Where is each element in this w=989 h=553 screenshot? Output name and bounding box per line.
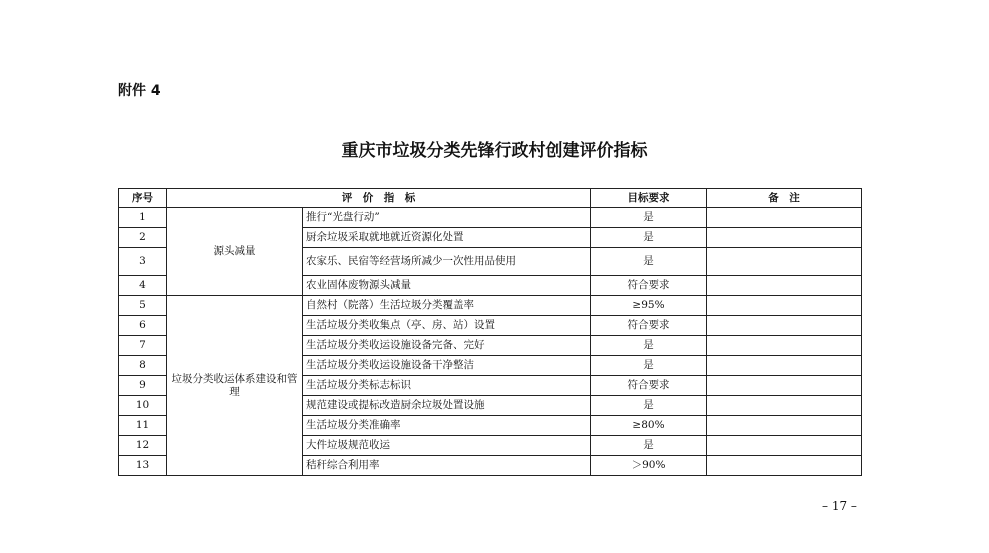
row-remark: [707, 296, 862, 316]
row-remark: [707, 336, 862, 356]
row-seq: 13: [119, 456, 167, 476]
document-title: 重庆市垃圾分类先锋行政村创建评价指标: [341, 141, 648, 161]
row-seq: 11: [119, 416, 167, 436]
row-target: 符合要求: [591, 376, 707, 396]
header-remarks: 备 注: [707, 189, 862, 208]
row-seq: 12: [119, 436, 167, 456]
header-target: 目标要求: [591, 189, 707, 208]
row-target: 是: [591, 396, 707, 416]
row-indicator: 推行“光盘行动”: [303, 208, 591, 228]
row-indicator: 厨余垃圾采取就地就近资源化处置: [303, 228, 591, 248]
row-seq: 1: [119, 208, 167, 228]
row-remark: [707, 276, 862, 296]
row-seq: 10: [119, 396, 167, 416]
row-target: 符合要求: [591, 276, 707, 296]
row-seq: 4: [119, 276, 167, 296]
row-indicator: 秸秆综合利用率: [303, 456, 591, 476]
row-indicator: 生活垃圾分类收运设施设备干净整洁: [303, 356, 591, 376]
row-indicator: 生活垃圾分类准确率: [303, 416, 591, 436]
table-body: [119, 208, 862, 476]
row-target: 是: [591, 208, 707, 228]
row-indicator: 规范建设或提标改造厨余垃圾处置设施: [303, 396, 591, 416]
row-category: 源头减量: [167, 208, 303, 296]
row-target: 是: [591, 436, 707, 456]
row-remark: [707, 248, 862, 276]
page-number: – 17 –: [822, 499, 857, 513]
row-remark: [707, 228, 862, 248]
row-category: 垃圾分类收运体系建设和管理: [167, 296, 303, 476]
table-row: [119, 208, 862, 228]
header-indicator: 评 价 指 标: [167, 189, 591, 208]
row-target: ≥95%: [591, 296, 707, 316]
row-remark: [707, 456, 862, 476]
row-remark: [707, 436, 862, 456]
row-indicator: 生活垃圾分类标志标识: [303, 376, 591, 396]
table-header-row: [119, 189, 862, 208]
row-remark: [707, 356, 862, 376]
row-seq: 7: [119, 336, 167, 356]
row-seq: 6: [119, 316, 167, 336]
row-target: 是: [591, 228, 707, 248]
row-target: 是: [591, 356, 707, 376]
evaluation-table: [118, 188, 862, 476]
row-target: ≥80%: [591, 416, 707, 436]
row-remark: [707, 416, 862, 436]
row-indicator: 农家乐、民宿等经营场所减少一次性用品使用: [303, 248, 591, 276]
row-seq: 8: [119, 356, 167, 376]
row-remark: [707, 396, 862, 416]
row-target: 是: [591, 336, 707, 356]
row-indicator: 生活垃圾分类收运设施设备完备、完好: [303, 336, 591, 356]
row-remark: [707, 376, 862, 396]
row-remark: [707, 316, 862, 336]
row-seq: 2: [119, 228, 167, 248]
row-indicator: 自然村（院落）生活垃圾分类覆盖率: [303, 296, 591, 316]
row-seq: 5: [119, 296, 167, 316]
row-seq: 3: [119, 248, 167, 276]
row-indicator: 大件垃圾规范收运: [303, 436, 591, 456]
row-target: 符合要求: [591, 316, 707, 336]
row-target: 是: [591, 248, 707, 276]
row-target: ＞90%: [591, 456, 707, 476]
row-remark: [707, 208, 862, 228]
table-row: [119, 296, 862, 316]
row-seq: 9: [119, 376, 167, 396]
attachment-label: 附件 4: [118, 83, 161, 99]
header-seq: 序号: [119, 189, 167, 208]
row-indicator: 农业固体废物源头减量: [303, 276, 591, 296]
row-indicator: 生活垃圾分类收集点（亭、房、站）设置: [303, 316, 591, 336]
